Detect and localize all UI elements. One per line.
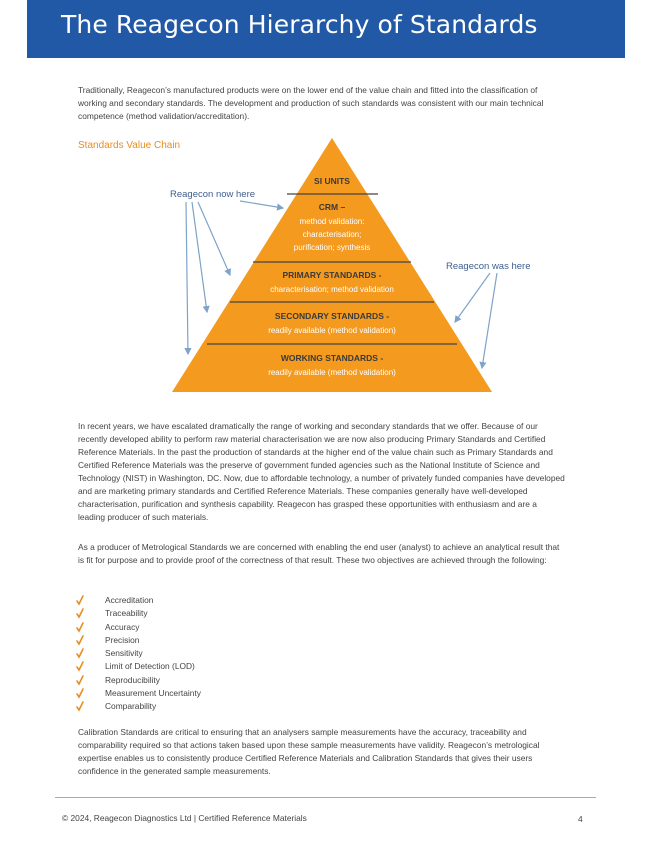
list-item — [76, 594, 201, 607]
list-item — [76, 621, 201, 634]
standards-pyramid-diagram — [160, 132, 531, 396]
list-item — [76, 647, 201, 660]
tier-si-units-label: SI UNITS — [314, 176, 350, 186]
check-icon — [76, 648, 84, 658]
list-item — [76, 634, 201, 647]
list-item-label: Sensitivity — [105, 648, 143, 659]
arrow-now-to-si — [240, 201, 283, 208]
objectives-list — [76, 594, 201, 714]
tier-primary-subline: characterisation; method validation — [270, 285, 394, 294]
arrow-was-to-working — [482, 273, 497, 368]
list-item-label: Precision — [105, 634, 140, 645]
list-item — [76, 674, 201, 687]
arrow-was-to-secondary — [455, 273, 490, 322]
callout-now-here: Reagecon now here — [170, 189, 256, 200]
body-paragraph: Calibration Standards are critical to ensuring that an analysers sample measurements have the accuracy, traceability and comparability required so that actions taken based upon these sample measurements have validity. Reagecon’s metrological expertise enables us to consistently produce Certified Reference Materials and Calibration Standards that gives their users confidence in the generated sample measurements. — [78, 727, 540, 776]
check-icon — [76, 622, 84, 632]
check-icon — [76, 635, 84, 645]
arrow-now-to-secondary — [186, 202, 188, 354]
tier-crm-subline: purification; synthesis — [293, 243, 371, 252]
list-item-label: Traceability — [105, 608, 148, 619]
list-item-label: Limit of Detection (LOD) — [105, 661, 195, 672]
list-item — [76, 700, 201, 713]
list-item-label: Accreditation — [105, 595, 154, 605]
check-icon — [76, 608, 84, 618]
list-item-label: Reproducibility — [105, 674, 160, 685]
tier-primary-label: PRIMARY STANDARDS - — [282, 270, 382, 280]
section-heading: Standards Value Chain — [78, 140, 181, 151]
check-icon — [76, 595, 84, 605]
check-icon — [76, 661, 84, 671]
tier-secondary-subline: readily available (method validation) — [268, 326, 396, 335]
check-icon — [76, 675, 84, 685]
tier-crm-subline: characterisation; — [302, 230, 362, 239]
arrow-now-to-crm — [198, 202, 230, 275]
intro-paragraph: Traditionally, Reagecon’s manufactured products were on the lower end of the value chain and fitted into the classification of working and secondary standards. The development and production of such standards was consistent with our main technical competence (method validation/accreditation). — [78, 85, 544, 121]
tier-crm-subline: method validation: — [299, 217, 365, 226]
body-paragraph: As a producer of Metrological Standards we are concerned with enabling the end user (analyst) to achieve an analytical result that is fit for purpose and to provide proof of the correctness of that result. These two objectives are achieved through the following: — [78, 542, 560, 565]
list-item — [76, 687, 201, 700]
tier-secondary-label: SECONDARY STANDARDS - — [274, 311, 390, 321]
check-icon — [76, 701, 84, 711]
list-item-label: Accuracy — [105, 621, 140, 632]
tier-working-label: WORKING STANDARDS - — [280, 353, 384, 363]
page-title: The Reagecon Hierarchy of Standards — [61, 10, 538, 39]
tier-crm-label: CRM – — [318, 202, 346, 212]
footer-copyright: © 2024, Reagecon Diagnostics Ltd | Certified Reference Materials — [62, 813, 307, 823]
header-bar — [27, 0, 625, 58]
check-icon — [76, 688, 84, 698]
list-item-label: Comparability — [105, 701, 157, 712]
body-paragraph: In recent years, we have escalated dramatically the range of working and secondary standards that we offer. Because of our recently developed ability to perform raw material characterisation we are now also producing Primary Standards and Certified Reference Materials. In the past the production of standards at the higher end of the value chain such as Primary Standards and Certified Reference Materials was the preserve of government funded agencies such as the National Institute of Science and Technology (NIST) in Washington, DC. Now, due to affordable technology, a number of privately funded companies have developed and are marketing primary standards and Certified Reference Materials. These companies generally have well-developed characterisation, purification and synthesis capability. Reagecon has grasped these opportunities with enthusiasm and are a leading producer of such materials. — [78, 421, 565, 522]
list-item — [76, 660, 201, 673]
footer-divider — [55, 797, 596, 798]
tier-working-subline: readily available (method validation) — [268, 368, 396, 377]
callout-was-here: Reagecon was here — [446, 261, 531, 272]
list-item — [76, 607, 201, 620]
page-number: 4 — [578, 814, 583, 824]
list-item-label: Measurement Uncertainty — [105, 688, 201, 699]
